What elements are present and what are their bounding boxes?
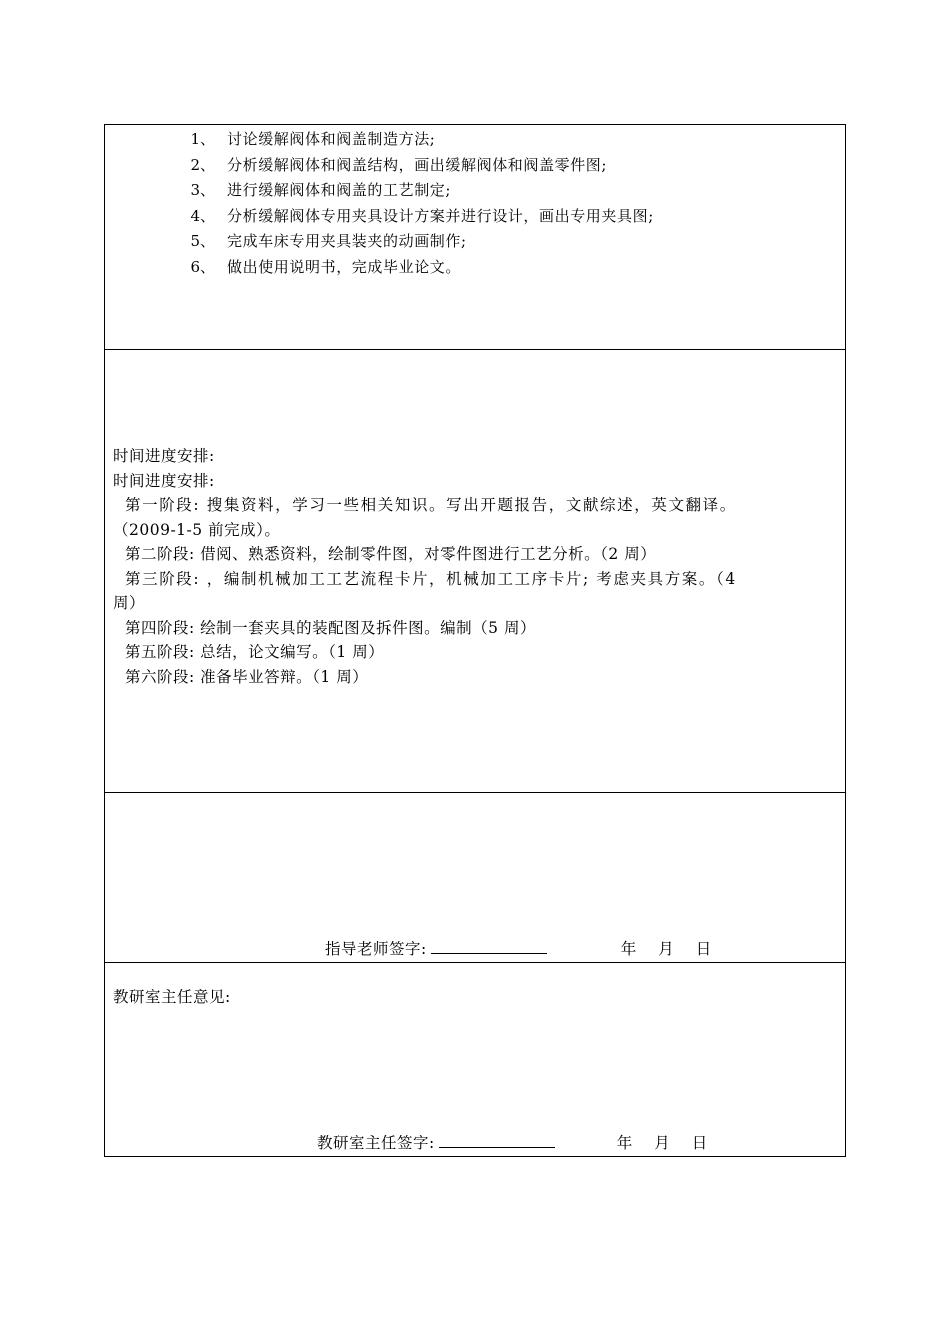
form-table xyxy=(104,124,846,1157)
task-item xyxy=(105,127,654,153)
schedule-stage-1: 第一阶段: 搜集资料，学习一些相关知识。写出开题报告，文献综述，英文翻译。 xyxy=(125,496,737,514)
director-sign-label: 教研室主任签字: xyxy=(317,1134,435,1152)
task-item xyxy=(105,204,654,230)
advisor-signature-blank[interactable] xyxy=(431,939,547,954)
schedule-stage-4: 第四阶段: 绘制一套夹具的装配图及拆件图。编制（5 周） xyxy=(125,618,536,637)
task-number: 6、 xyxy=(190,257,215,276)
task-text: 进行缓解阀体和阀盖的工艺制定; xyxy=(227,181,452,199)
month-label: 月 xyxy=(658,940,674,958)
task-list xyxy=(105,127,654,280)
tasks-section xyxy=(105,125,845,350)
day-label: 日 xyxy=(691,1134,708,1152)
schedule-text xyxy=(113,444,837,689)
task-text: 完成车床专用夹具装夹的动画制作; xyxy=(227,232,467,250)
task-text: 讨论缓解阀体和阀盖制造方法; xyxy=(227,130,436,148)
director-signature-line xyxy=(317,1131,707,1153)
schedule-stage-3-tail: 周） xyxy=(113,594,146,612)
task-text: 做出使用说明书，完成毕业论文。 xyxy=(227,257,462,276)
schedule-heading: 时间进度安排: xyxy=(113,471,215,490)
schedule-stage-2: 第二阶段: 借阅、熟悉资料，绘制零件图，对零件图进行工艺分析。（2 周） xyxy=(125,545,657,563)
day-label: 日 xyxy=(695,940,712,958)
schedule-stage-1-tail: （2009-1-5 前完成）。 xyxy=(113,520,281,539)
month-label: 月 xyxy=(654,1134,670,1152)
task-text: 分析缓解阀体和阀盖结构，画出缓解阀体和阀盖零件图; xyxy=(227,155,608,174)
director-section xyxy=(105,963,845,1156)
year-label: 年 xyxy=(616,1134,633,1152)
task-item xyxy=(105,178,654,204)
task-number: 1、 xyxy=(190,130,215,148)
advisor-date xyxy=(621,937,712,959)
task-item xyxy=(105,229,654,255)
schedule-heading: 时间进度安排: xyxy=(113,447,215,465)
director-date xyxy=(617,1131,708,1153)
task-item xyxy=(105,153,654,179)
director-signature-blank[interactable] xyxy=(439,1133,555,1148)
task-item xyxy=(105,255,654,281)
advisor-section xyxy=(105,793,845,963)
schedule-stage-3: 第三阶段: ，编制机械加工工艺流程卡片，机械加工工序卡片; 考虑夹具方案。（4 xyxy=(125,569,737,588)
schedule-stage-5: 第五阶段: 总结，论文编写。（1 周） xyxy=(125,643,385,661)
task-number: 4、 xyxy=(190,206,215,225)
schedule-section xyxy=(105,350,845,793)
task-text: 分析缓解阀体专用夹具设计方案并进行设计，画出专用夹具图; xyxy=(227,206,654,225)
year-label: 年 xyxy=(620,940,637,958)
director-opinion-label: 教研室主任意见: xyxy=(113,988,231,1006)
schedule-stage-6: 第六阶段: 准备毕业答辩。（1 周） xyxy=(125,667,369,686)
task-number: 5、 xyxy=(190,232,215,250)
task-number: 2、 xyxy=(190,155,215,174)
advisor-sign-label: 指导老师签字: xyxy=(325,940,427,958)
advisor-signature-line xyxy=(325,937,711,959)
task-number: 3、 xyxy=(190,181,215,199)
